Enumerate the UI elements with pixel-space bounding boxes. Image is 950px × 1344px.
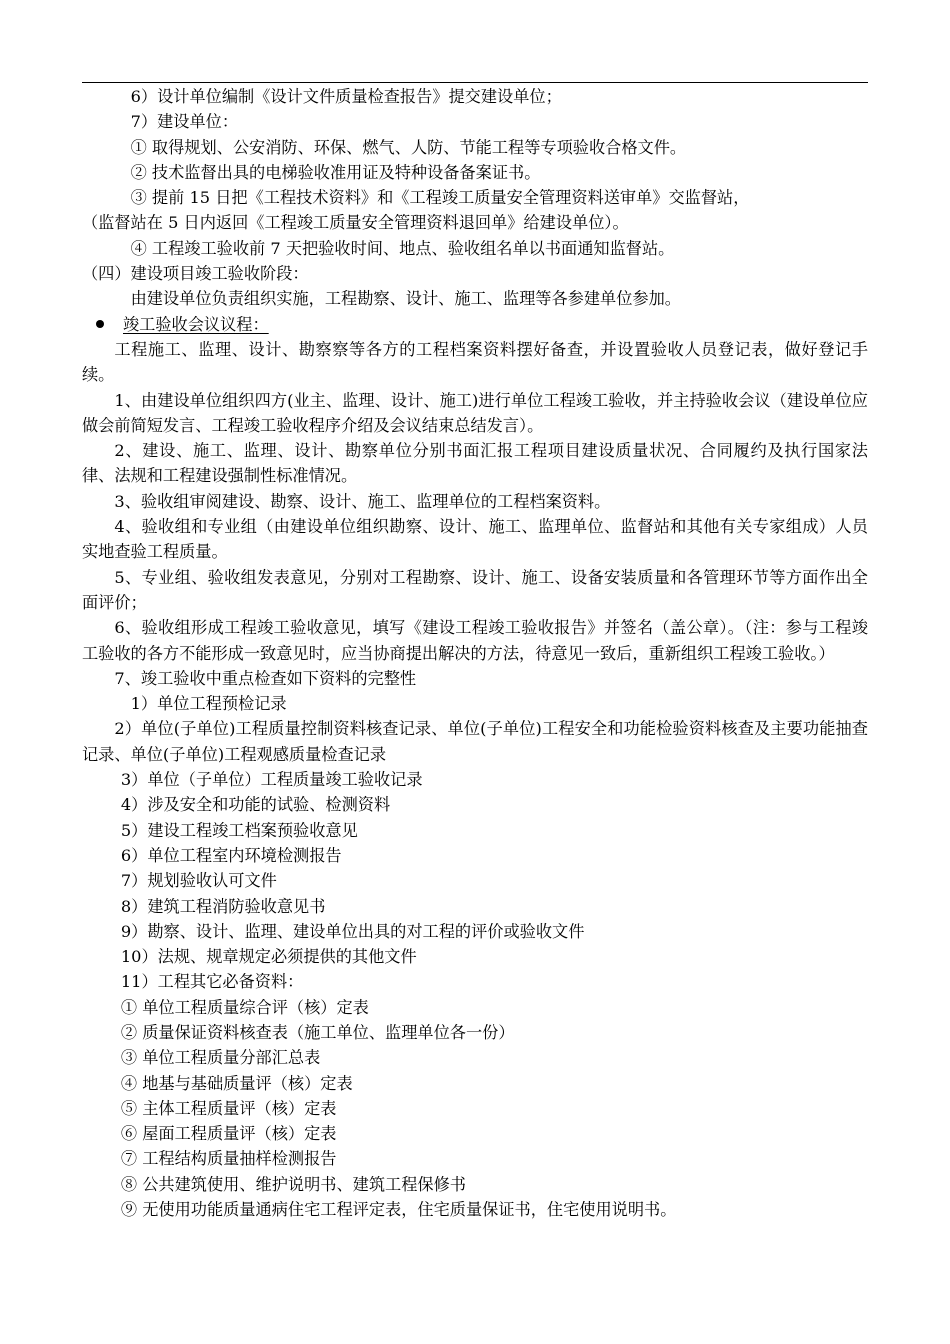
list-item: ③ 单位工程质量分部汇总表 <box>120 1048 321 1068</box>
agenda-heading: 竣工验收会议议程： <box>123 314 269 334</box>
list-item: 10）法规、规章规定必须提供的其他文件 <box>120 947 417 967</box>
paragraph: 4、验收组和专业组（由建设单位组织勘察、设计、施工、监理单位、监督站和其他有关专家组成）人员实地查验工程质量。 <box>82 517 868 562</box>
paragraph: ③ 提前 15 日把《工程技术资料》和《工程竣工质量安全管理资料送审单》交监督站， <box>130 188 750 208</box>
list-item: 11）工程其它必备资料： <box>120 972 304 992</box>
list-item: 8）建筑工程消防验收意见书 <box>120 896 326 916</box>
section-heading: （四）建设项目竣工验收阶段： <box>82 264 309 284</box>
paragraph: 2、建设、施工、监理、设计、勘察单位分别书面汇报工程项目建设质量状况、合同履约及执行国家法律、法规和工程建设强制性标准情况。 <box>82 441 868 486</box>
list-item: ⑧ 公共建筑使用、维护说明书、建筑工程保修书 <box>120 1174 466 1194</box>
list-item: 3）单位（子单位）工程质量竣工验收记录 <box>120 770 423 790</box>
paragraph: 6）设计单位编制《设计文件质量检查报告》提交建设单位； <box>130 87 562 106</box>
list-item: 4）涉及安全和功能的试验、检测资料 <box>120 795 391 815</box>
bullet-icon <box>96 320 104 328</box>
list-item: 9）勘察、设计、监理、建设单位出具的对工程的评价或验收文件 <box>120 921 585 941</box>
paragraph: 7）建设单位： <box>130 112 239 132</box>
list-item: ⑦ 工程结构质量抽样检测报告 <box>120 1149 337 1169</box>
paragraph: 1、由建设单位组织四方(业主、监理、设计、施工)进行单位工程竣工验收，并主持验收会议（建设单位应做会前简短发言、工程竣工验收程序介绍及会议结束总结发言）。 <box>82 390 868 435</box>
list-item: ⑤ 主体工程质量评（核）定表 <box>120 1098 337 1118</box>
paragraph: ④ 工程竣工验收前 7 天把验收时间、地点、验收组名单以书面通知监督站。 <box>130 238 675 258</box>
document-body <box>82 84 868 1222</box>
header-rule <box>82 82 868 83</box>
list-item: 7）规划验收认可文件 <box>120 871 277 891</box>
list-item: 1）单位工程预检记录 <box>130 694 287 714</box>
paragraph: 由建设单位负责组织实施，工程勘察、设计、施工、监理等各参建单位参加。 <box>130 289 681 309</box>
paragraph: （监督站在 5 日内返回《工程竣工质量安全管理资料退回单》给建设单位）。 <box>82 213 629 233</box>
paragraph: 工程施工、监理、设计、勘察察等各方的工程档案资料摆好备查，并设置验收人员登记表，做好登记手续。 <box>82 339 868 385</box>
list-item: ⑨ 无使用功能质量通病住宅工程评定表，住宅质量保证书，住宅使用说明书。 <box>120 1200 677 1220</box>
list-item: ⑥ 屋面工程质量评（核）定表 <box>120 1124 337 1144</box>
paragraph: ② 技术监督出具的电梯验收准用证及特种设备备案证书。 <box>130 162 541 182</box>
paragraph: 7、竣工验收中重点检查如下资料的完整性 <box>114 668 417 688</box>
list-item: ① 单位工程质量综合评（核）定表 <box>120 997 369 1017</box>
paragraph: 6、验收组形成工程竣工验收意见，填写《建设工程竣工验收报告》并签名（盖公章）。（注：参与工程竣工验收的各方不能形成一致意见时，应当协商提出解决的方法，待意见一致后，重新组织工程竣工验收。） <box>82 618 868 663</box>
list-item: 6）单位工程室内环境检测报告 <box>120 845 342 865</box>
list-item: 2）单位(子单位)工程质量控制资料核查记录、单位(子单位)工程安全和功能检验资料核查及主要功能抽查记录、单位(子单位)工程观感质量检查记录 <box>82 719 868 764</box>
bullet-heading <box>82 312 868 337</box>
list-item: ② 质量保证资料核查表（施工单位、监理单位各一份） <box>120 1022 515 1042</box>
paragraph: 5、专业组、验收组发表意见，分别对工程勘察、设计、施工、设备安装质量和各管理环节等方面作出全面评价； <box>82 567 868 612</box>
list-item: ④ 地基与基础质量评（核）定表 <box>120 1073 353 1093</box>
list-item: 5）建设工程竣工档案预验收意见 <box>120 820 358 840</box>
paragraph: ① 取得规划、公安消防、环保、燃气、人防、节能工程等专项验收合格文件。 <box>130 137 687 157</box>
paragraph: 3、验收组审阅建设、勘察、设计、施工、监理单位的工程档案资料。 <box>114 491 611 511</box>
